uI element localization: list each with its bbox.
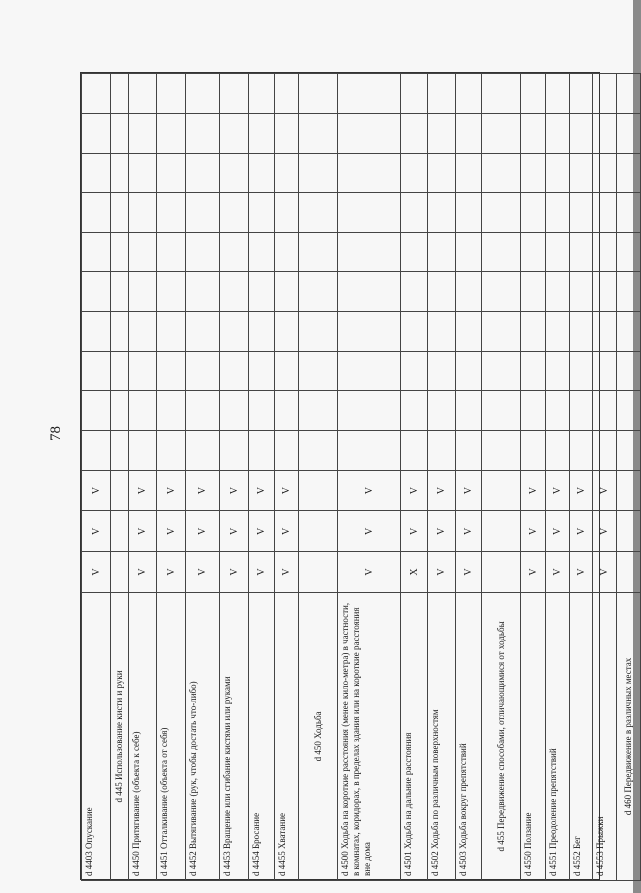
table-section-row: [299, 74, 338, 881]
empty-cell: [299, 153, 338, 193]
mark-cell: V: [249, 511, 275, 552]
item-label: d 4550 Ползание: [521, 592, 546, 880]
mark-cell: V: [593, 470, 617, 511]
empty-cell: [546, 153, 570, 193]
mark-cell: V: [157, 552, 186, 593]
empty-cell: [111, 232, 129, 272]
empty-cell: [482, 193, 521, 233]
empty-cell: [111, 113, 129, 153]
empty-cell: [482, 391, 521, 431]
empty-cell: [401, 312, 428, 352]
empty-cell: [482, 153, 521, 193]
empty-cell: [111, 431, 129, 471]
empty-cell: [617, 153, 641, 193]
empty-cell: [546, 391, 570, 431]
mark-cell: V: [570, 470, 593, 511]
empty-cell: [456, 232, 482, 272]
empty-cell: [111, 153, 129, 193]
empty-cell: [299, 113, 338, 153]
empty-cell: [401, 193, 428, 233]
empty-cell: [401, 431, 428, 471]
empty-cell: [82, 113, 111, 153]
empty-cell: [220, 74, 249, 114]
empty-cell: [570, 193, 593, 233]
empty-cell: [570, 391, 593, 431]
empty-cell: [186, 431, 220, 471]
empty-cell: [249, 74, 275, 114]
table-row: [401, 74, 428, 881]
empty-cell: [220, 153, 249, 193]
empty-cell: [428, 391, 456, 431]
table-row: [82, 74, 111, 881]
table-row: [129, 74, 157, 881]
mark-cell: [299, 552, 338, 593]
empty-cell: [456, 391, 482, 431]
mark-cell: V: [401, 511, 428, 552]
empty-cell: [220, 272, 249, 312]
empty-cell: [129, 74, 157, 114]
item-label: d 4403 Опускание: [82, 592, 111, 880]
empty-cell: [593, 272, 617, 312]
empty-cell: [338, 391, 401, 431]
item-label: d 4551 Преодоление препятствий: [546, 592, 570, 880]
mark-cell: V: [456, 552, 482, 593]
mark-cell: [482, 511, 521, 552]
empty-cell: [299, 232, 338, 272]
empty-cell: [249, 232, 275, 272]
mark-cell: V: [275, 511, 299, 552]
empty-cell: [82, 193, 111, 233]
empty-cell: [521, 153, 546, 193]
assessment-table-rotor: [81, 73, 633, 881]
mark-cell: V: [186, 511, 220, 552]
empty-cell: [617, 272, 641, 312]
empty-cell: [186, 153, 220, 193]
mark-cell: V: [593, 552, 617, 593]
empty-cell: [82, 431, 111, 471]
empty-cell: [338, 312, 401, 352]
mark-cell: V: [338, 511, 401, 552]
empty-cell: [129, 312, 157, 352]
table-row: [249, 74, 275, 881]
empty-cell: [129, 431, 157, 471]
empty-cell: [129, 153, 157, 193]
empty-cell: [157, 153, 186, 193]
empty-cell: [428, 74, 456, 114]
empty-cell: [482, 312, 521, 352]
empty-cell: [186, 193, 220, 233]
empty-cell: [275, 193, 299, 233]
empty-cell: [82, 272, 111, 312]
empty-cell: [275, 272, 299, 312]
mark-cell: V: [428, 511, 456, 552]
empty-cell: [521, 193, 546, 233]
mark-cell: V: [456, 470, 482, 511]
empty-cell: [428, 351, 456, 391]
empty-cell: [157, 113, 186, 153]
empty-cell: [157, 351, 186, 391]
empty-cell: [129, 193, 157, 233]
empty-cell: [617, 113, 641, 153]
empty-cell: [111, 391, 129, 431]
empty-cell: [186, 113, 220, 153]
mark-cell: V: [456, 511, 482, 552]
empty-cell: [249, 431, 275, 471]
empty-cell: [570, 272, 593, 312]
empty-cell: [129, 113, 157, 153]
mark-cell: [617, 511, 641, 552]
empty-cell: [428, 232, 456, 272]
item-label: d 4500 Ходьба на короткие расстояния (менее кило-метра) в частности, в комнатах, коридорах, в пределах здания или на короткие расстояния вне дома: [338, 592, 401, 880]
mark-cell: V: [546, 470, 570, 511]
empty-cell: [111, 312, 129, 352]
empty-cell: [456, 312, 482, 352]
empty-cell: [401, 272, 428, 312]
empty-cell: [82, 153, 111, 193]
mark-cell: V: [546, 511, 570, 552]
empty-cell: [546, 351, 570, 391]
empty-cell: [593, 193, 617, 233]
empty-cell: [111, 193, 129, 233]
empty-cell: [220, 113, 249, 153]
mark-cell: [111, 552, 129, 593]
empty-cell: [186, 312, 220, 352]
item-label: d 4453 Вращение или сгибание кистями или руками: [220, 592, 249, 880]
empty-cell: [157, 74, 186, 114]
empty-cell: [456, 272, 482, 312]
empty-cell: [570, 74, 593, 114]
mark-cell: V: [157, 511, 186, 552]
mark-cell: V: [570, 511, 593, 552]
table-row: [220, 74, 249, 881]
empty-cell: [82, 232, 111, 272]
empty-cell: [570, 232, 593, 272]
empty-cell: [299, 193, 338, 233]
empty-cell: [299, 431, 338, 471]
assessment-table-frame: [80, 72, 633, 880]
empty-cell: [129, 391, 157, 431]
empty-cell: [617, 232, 641, 272]
empty-cell: [593, 351, 617, 391]
table-section-row: [111, 74, 129, 881]
table-section-row: [482, 74, 521, 881]
empty-cell: [546, 272, 570, 312]
table-row: [456, 74, 482, 881]
empty-cell: [249, 272, 275, 312]
mark-cell: V: [82, 552, 111, 593]
empty-cell: [111, 74, 129, 114]
empty-cell: [249, 113, 275, 153]
empty-cell: [299, 74, 338, 114]
mark-cell: V: [129, 511, 157, 552]
mark-cell: V: [275, 470, 299, 511]
table-row: [275, 74, 299, 881]
section-heading: d 445 Использование кисти и руки: [111, 592, 129, 880]
empty-cell: [593, 312, 617, 352]
empty-cell: [275, 391, 299, 431]
empty-cell: [338, 193, 401, 233]
table-section-row: [617, 74, 641, 881]
empty-cell: [593, 113, 617, 153]
empty-cell: [338, 431, 401, 471]
empty-cell: [186, 74, 220, 114]
empty-cell: [546, 312, 570, 352]
empty-cell: [338, 74, 401, 114]
assessment-table: [81, 73, 641, 881]
empty-cell: [186, 272, 220, 312]
mark-cell: V: [82, 511, 111, 552]
empty-cell: [338, 153, 401, 193]
mark-cell: V: [521, 552, 546, 593]
mark-cell: [299, 511, 338, 552]
item-label: d 4501 Ходьба на дальние расстояния: [401, 592, 428, 880]
empty-cell: [220, 193, 249, 233]
empty-cell: [428, 113, 456, 153]
empty-cell: [428, 431, 456, 471]
empty-cell: [157, 272, 186, 312]
empty-cell: [249, 312, 275, 352]
empty-cell: [129, 272, 157, 312]
table-row: [546, 74, 570, 881]
table-row: [593, 74, 617, 881]
empty-cell: [401, 232, 428, 272]
empty-cell: [157, 232, 186, 272]
empty-cell: [546, 113, 570, 153]
empty-cell: [570, 312, 593, 352]
item-label: d 4503 Ходьба вокруг препятствий: [456, 592, 482, 880]
empty-cell: [82, 351, 111, 391]
empty-cell: [521, 351, 546, 391]
empty-cell: [570, 113, 593, 153]
empty-cell: [129, 232, 157, 272]
empty-cell: [482, 351, 521, 391]
empty-cell: [456, 74, 482, 114]
empty-cell: [275, 431, 299, 471]
empty-cell: [456, 431, 482, 471]
empty-cell: [482, 232, 521, 272]
empty-cell: [456, 351, 482, 391]
empty-cell: [521, 312, 546, 352]
item-label: d 4552 Бег: [570, 592, 593, 880]
empty-cell: [401, 74, 428, 114]
empty-cell: [593, 232, 617, 272]
empty-cell: [338, 272, 401, 312]
empty-cell: [275, 74, 299, 114]
empty-cell: [249, 351, 275, 391]
section-heading: d 460 Передвижение в различных местах: [617, 592, 641, 880]
empty-cell: [617, 193, 641, 233]
empty-cell: [617, 74, 641, 114]
empty-cell: [521, 431, 546, 471]
mark-cell: V: [157, 470, 186, 511]
mark-cell: [617, 552, 641, 593]
empty-cell: [157, 193, 186, 233]
mark-cell: X: [401, 552, 428, 593]
mark-cell: V: [428, 552, 456, 593]
empty-cell: [546, 193, 570, 233]
empty-cell: [220, 232, 249, 272]
empty-cell: [428, 312, 456, 352]
empty-cell: [275, 113, 299, 153]
empty-cell: [275, 232, 299, 272]
empty-cell: [482, 272, 521, 312]
empty-cell: [546, 232, 570, 272]
empty-cell: [521, 74, 546, 114]
empty-cell: [521, 272, 546, 312]
mark-cell: [617, 470, 641, 511]
empty-cell: [546, 74, 570, 114]
empty-cell: [299, 312, 338, 352]
mark-cell: V: [220, 470, 249, 511]
table-row: [186, 74, 220, 881]
empty-cell: [521, 232, 546, 272]
empty-cell: [521, 391, 546, 431]
empty-cell: [482, 431, 521, 471]
empty-cell: [249, 153, 275, 193]
empty-cell: [299, 351, 338, 391]
table-row: [338, 74, 401, 881]
empty-cell: [593, 153, 617, 193]
mark-cell: V: [338, 552, 401, 593]
empty-cell: [129, 351, 157, 391]
section-heading: d 450 Ходьба: [299, 592, 338, 880]
empty-cell: [617, 431, 641, 471]
item-label: d 4450 Притягивание (объекта к себе): [129, 592, 157, 880]
table-row: [570, 74, 593, 881]
empty-cell: [186, 232, 220, 272]
empty-cell: [82, 74, 111, 114]
item-label: d 4553 Прыжки: [593, 592, 617, 880]
empty-cell: [220, 431, 249, 471]
empty-cell: [275, 153, 299, 193]
empty-cell: [401, 153, 428, 193]
table-row: [521, 74, 546, 881]
empty-cell: [338, 232, 401, 272]
mark-cell: V: [593, 511, 617, 552]
mark-cell: V: [249, 552, 275, 593]
mark-cell: V: [275, 552, 299, 593]
table-row: [157, 74, 186, 881]
mark-cell: V: [186, 470, 220, 511]
empty-cell: [570, 431, 593, 471]
empty-cell: [299, 391, 338, 431]
empty-cell: [186, 351, 220, 391]
empty-cell: [220, 312, 249, 352]
empty-cell: [570, 153, 593, 193]
empty-cell: [338, 351, 401, 391]
item-label: d 4452 Вытягивание (рук, чтобы достать что-либо): [186, 592, 220, 880]
empty-cell: [82, 391, 111, 431]
mark-cell: V: [428, 470, 456, 511]
empty-cell: [220, 351, 249, 391]
mark-cell: V: [570, 552, 593, 593]
empty-cell: [456, 153, 482, 193]
empty-cell: [157, 431, 186, 471]
empty-cell: [428, 272, 456, 312]
empty-cell: [482, 113, 521, 153]
empty-cell: [186, 391, 220, 431]
empty-cell: [456, 113, 482, 153]
mark-cell: V: [186, 552, 220, 593]
item-label: d 4455 Хватание: [275, 592, 299, 880]
mark-cell: V: [220, 552, 249, 593]
mark-cell: V: [129, 470, 157, 511]
empty-cell: [338, 113, 401, 153]
mark-cell: V: [521, 470, 546, 511]
mark-cell: V: [129, 552, 157, 593]
empty-cell: [157, 391, 186, 431]
item-label: d 4451 Отталкивание (объекта от себя): [157, 592, 186, 880]
empty-cell: [617, 391, 641, 431]
mark-cell: [299, 470, 338, 511]
empty-cell: [456, 193, 482, 233]
mark-cell: [482, 470, 521, 511]
empty-cell: [617, 312, 641, 352]
empty-cell: [220, 391, 249, 431]
empty-cell: [111, 351, 129, 391]
empty-cell: [570, 351, 593, 391]
mark-cell: [111, 511, 129, 552]
mark-cell: V: [220, 511, 249, 552]
empty-cell: [82, 312, 111, 352]
table-row: [428, 74, 456, 881]
empty-cell: [401, 351, 428, 391]
empty-cell: [111, 272, 129, 312]
item-label: d 4502 Ходьба по различным поверхностям: [428, 592, 456, 880]
empty-cell: [593, 431, 617, 471]
empty-cell: [249, 193, 275, 233]
empty-cell: [428, 153, 456, 193]
empty-cell: [617, 351, 641, 391]
empty-cell: [249, 391, 275, 431]
empty-cell: [482, 74, 521, 114]
mark-cell: V: [82, 470, 111, 511]
mark-cell: V: [401, 470, 428, 511]
empty-cell: [428, 193, 456, 233]
page-number: 78: [48, 426, 64, 441]
mark-cell: V: [249, 470, 275, 511]
empty-cell: [299, 272, 338, 312]
empty-cell: [593, 391, 617, 431]
empty-cell: [401, 391, 428, 431]
empty-cell: [521, 113, 546, 153]
mark-cell: [482, 552, 521, 593]
mark-cell: [111, 470, 129, 511]
mark-cell: V: [338, 470, 401, 511]
empty-cell: [275, 312, 299, 352]
item-label: d 4454 Бросание: [249, 592, 275, 880]
empty-cell: [546, 431, 570, 471]
section-heading: d 455 Передвижение способами, отличающимися от ходьбы: [482, 592, 521, 880]
mark-cell: V: [521, 511, 546, 552]
empty-cell: [157, 312, 186, 352]
mark-cell: V: [546, 552, 570, 593]
empty-cell: [593, 74, 617, 114]
empty-cell: [401, 113, 428, 153]
empty-cell: [275, 351, 299, 391]
